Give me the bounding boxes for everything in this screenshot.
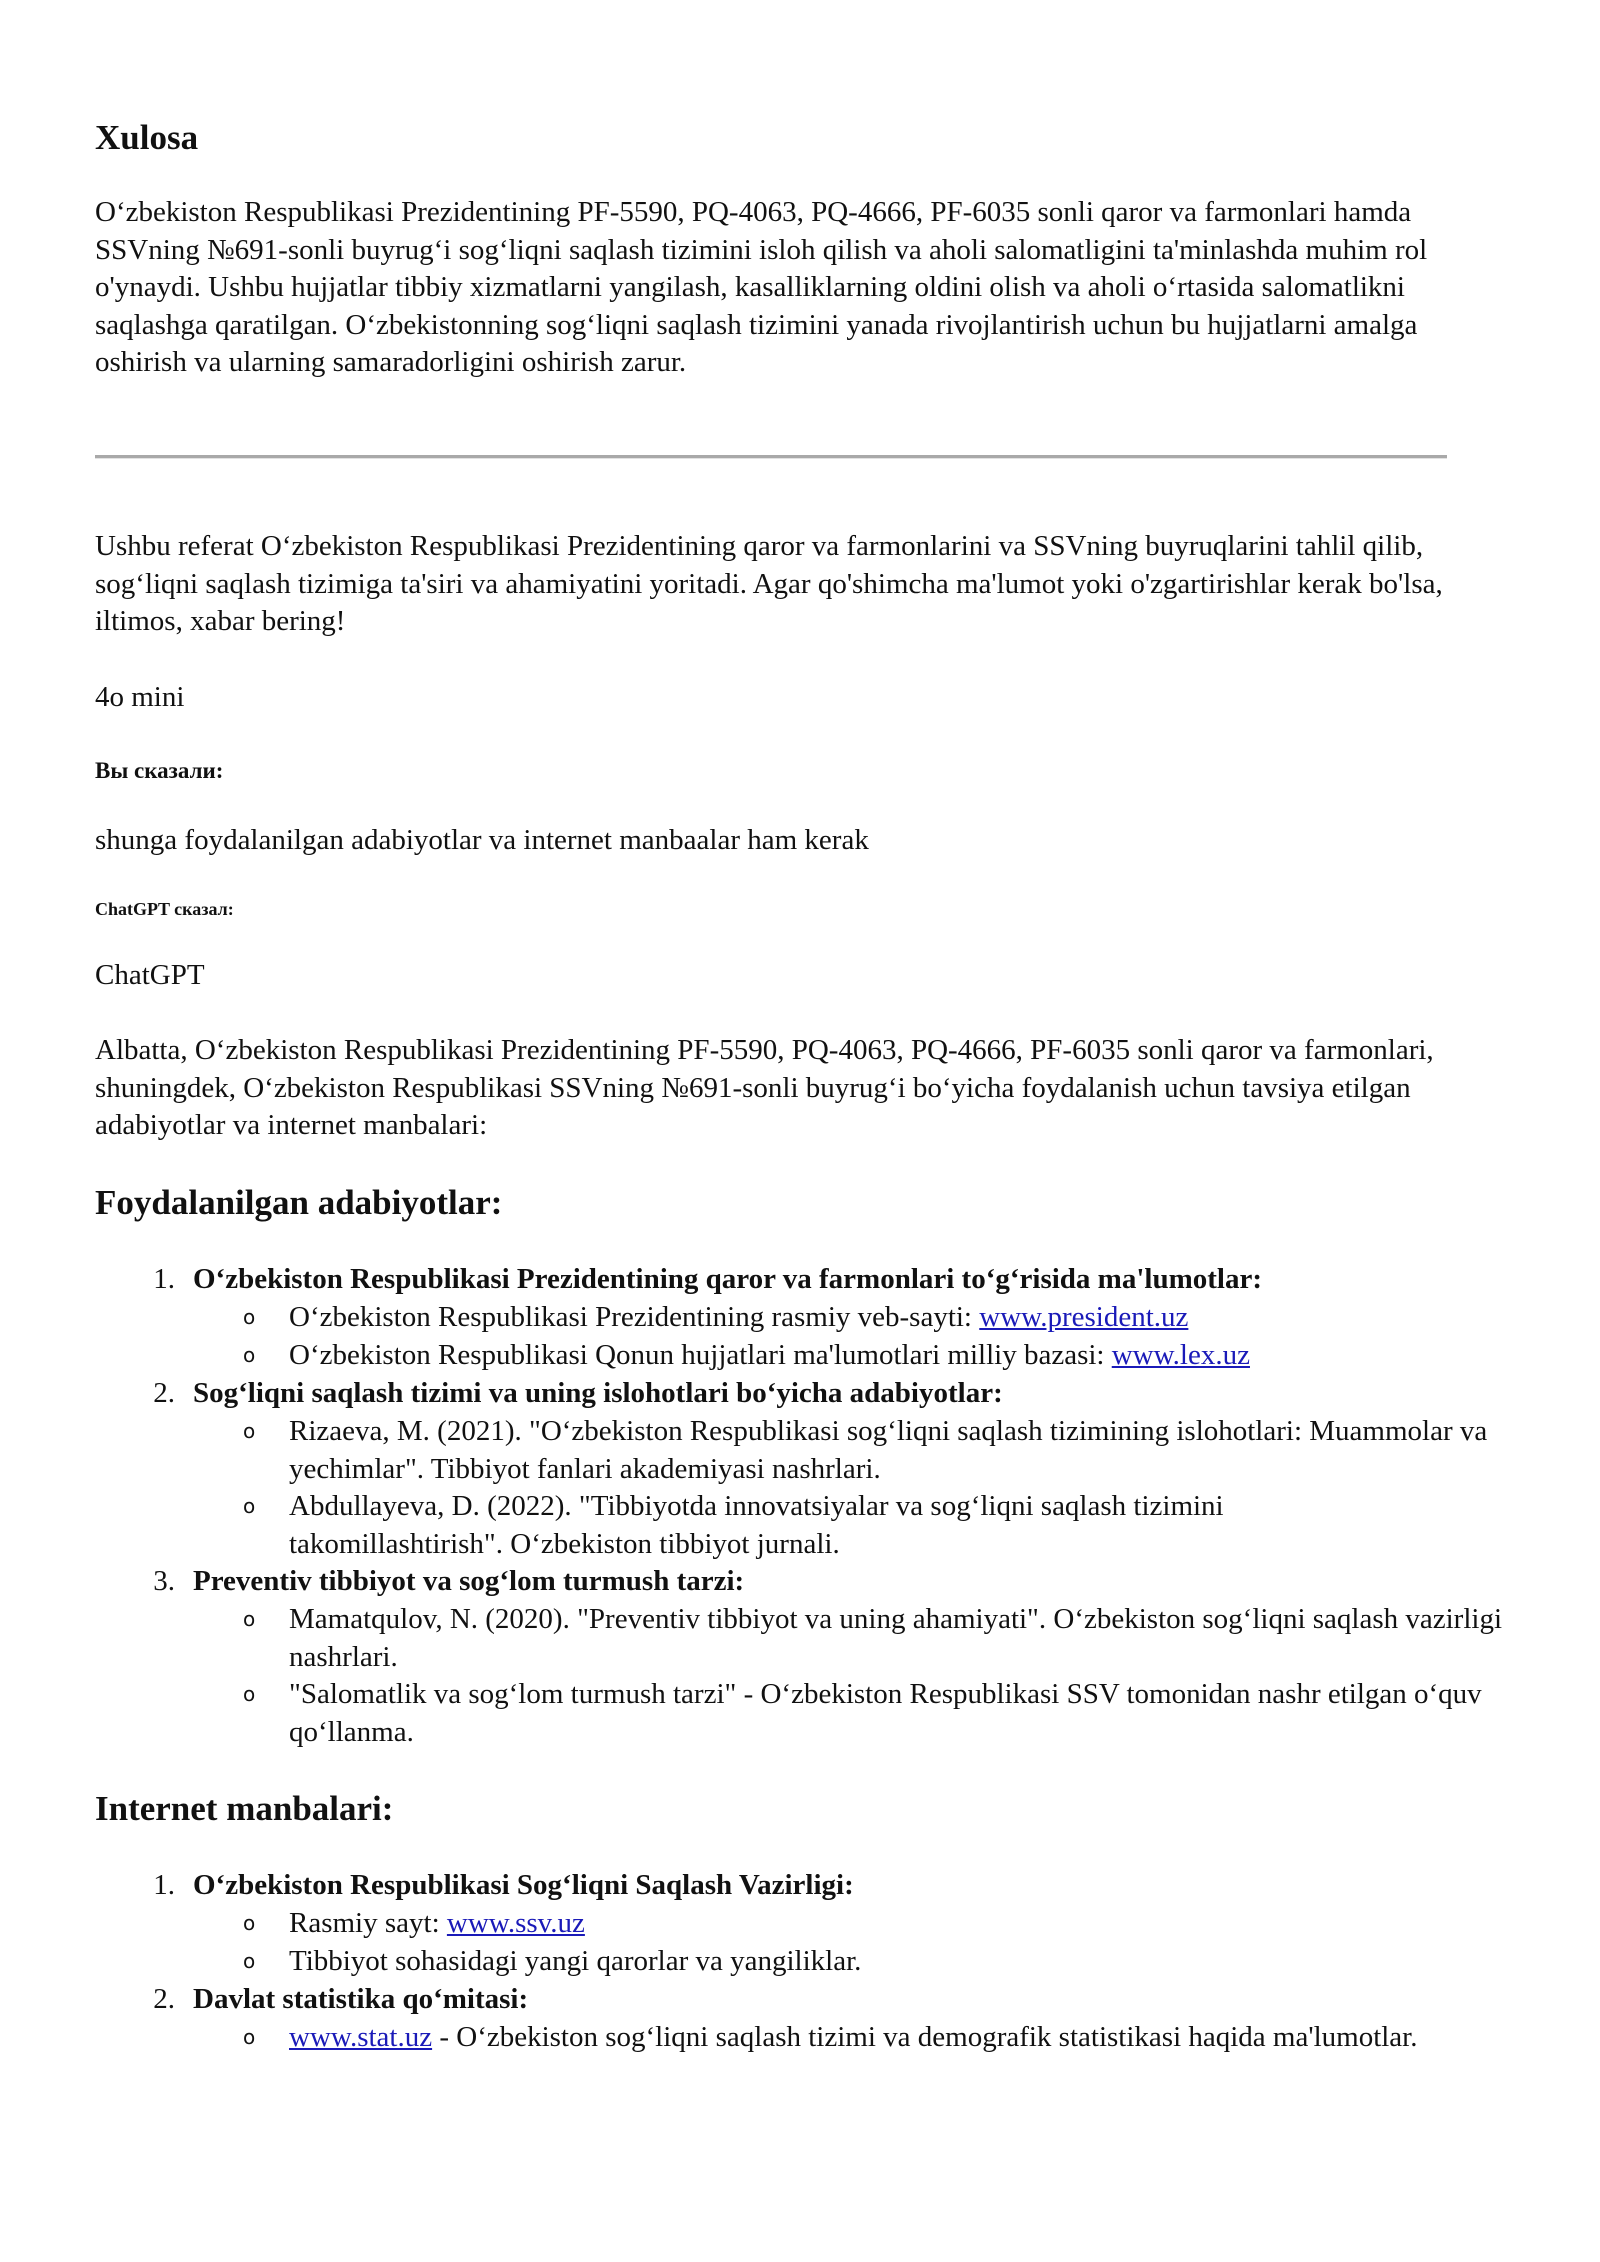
literature-sub-item: Rizaeva, M. (2021). "O‘zbekiston Respublikasi sog‘liqni saqlash tizimining islohotlari: Muammolar va yechimlar". Tibbiyot fanlari akademiyasi nashrlari. xyxy=(289,1415,1488,1485)
assistant-said-label: ChatGPT сказал: xyxy=(95,899,234,919)
bullet-icon: o xyxy=(243,1911,256,1935)
list-number: 1. xyxy=(153,1869,175,1901)
literature-heading: Foydalanilgan adabiyotlar: xyxy=(95,1183,503,1222)
lex-link[interactable]: www.lex.uz xyxy=(1111,1339,1250,1371)
sub-item-text: Rasmiy sayt: xyxy=(289,1907,447,1939)
literature-sub-item xyxy=(289,1299,1549,1337)
summary-paragraph: Ushbu referat O‘zbekiston Respublikasi Prezidentining qaror va farmonlarini va SSVning buyruqlarini tahlil qilib, sog‘liqni saqlash tizimiga ta'siri va ahamiyatini yoritadi. Agar qo'shimcha ma'lumot yoki o'zgartirishlar kerak bo'lsa, iltimos, xabar bering! xyxy=(95,530,1443,637)
list-number: 3. xyxy=(153,1565,175,1597)
internet-sub-item xyxy=(289,1905,1549,1943)
conclusion-paragraph: O‘zbekiston Respublikasi Prezidentining PF-5590, PQ-4063, PQ-4666, PF-6035 sonli qaror va farmonlari hamda SSVning №691-sonli buyrug‘i sog‘liqni saqlash tizimini isloh qilish va aholi salomatligini ta'minlashda muhim rol o'ynaydi. Ushbu hujjatlar tibbiy xizmatlarni yangilash, kasalliklarning oldini olish va aholi o‘rtasida salomatlikni saqlashga qaratilgan. O‘zbekistonning sog‘liqni saqlash tizimini yanada rivojlantirish uchun bu hujjatlarni amalga oshirish va ularning samaradorligini oshirish zarur. xyxy=(95,196,1428,378)
literature-sub-item: Abdullayeva, D. (2022). "Tibbiyotda innovatsiyalar va sog‘liqni saqlash tizimini takomillashtirish". O‘zbekiston tibbiyot jurnali. xyxy=(289,1490,1224,1560)
list-number: 1. xyxy=(153,1263,175,1295)
sub-item-text: O‘zbekiston Respublikasi Prezidentining rasmiy veb-sayti: xyxy=(289,1301,980,1333)
intro-paragraph: Albatta, O‘zbekiston Respublikasi Prezidentining PF-5590, PQ-4063, PQ-4666, PF-6035 sonli qaror va farmonlari, shuningdek, O‘zbekiston Respublikasi SSVning №691-sonli buyrug‘i bo‘yicha foydalanish uchun tavsiya etilgan adabiyotlar va internet manbalari: xyxy=(95,1034,1434,1141)
sub-item-text: O‘zbekiston Respublikasi Qonun hujjatlari ma'lumotlari milliy bazasi: xyxy=(289,1339,1112,1371)
bullet-icon: o xyxy=(243,1305,256,1329)
user-said-label: Вы сказали: xyxy=(95,758,224,783)
user-message: shunga foydalanilgan adabiyotlar va internet manbaalar ham kerak xyxy=(95,824,869,856)
assistant-name: ChatGPT xyxy=(95,959,205,991)
stat-link[interactable]: www.stat.uz xyxy=(289,2021,433,2053)
internet-heading: Internet manbalari: xyxy=(95,1789,394,1828)
conclusion-heading: Xulosa xyxy=(95,118,199,157)
internet-sub-item: Tibbiyot sohasidagi yangi qarorlar va yangiliklar. xyxy=(289,1945,862,1977)
literature-sub-item: Mamatqulov, N. (2020). "Preventiv tibbiyot va uning ahamiyati". O‘zbekiston sog‘liqni saqlash vazirligi nashrlari. xyxy=(289,1603,1503,1673)
literature-item-title: O‘zbekiston Respublikasi Prezidentining qaror va farmonlari to‘g‘risida ma'lumotlar: xyxy=(193,1263,1262,1295)
bullet-icon: o xyxy=(243,1343,256,1367)
literature-sub-item xyxy=(289,1337,1549,1375)
ssv-link[interactable]: www.ssv.uz xyxy=(446,1907,585,1939)
bullet-icon: o xyxy=(243,1494,256,1518)
list-number: 2. xyxy=(153,1377,175,1409)
internet-item-title: O‘zbekiston Respublikasi Sog‘liqni Saqlash Vazirligi: xyxy=(193,1869,854,1901)
literature-item-title: Sog‘liqni saqlash tizimi va uning islohotlari bo‘yicha adabiyotlar: xyxy=(193,1377,1003,1409)
literature-item-title: Preventiv tibbiyot va sog‘lom turmush tarzi: xyxy=(193,1565,745,1597)
bullet-icon: o xyxy=(243,1607,256,1631)
literature-sub-item: "Salomatlik va sog‘lom turmush tarzi" - O‘zbekiston Respublikasi SSV tomonidan nashr etilgan o‘quv qo‘llanma. xyxy=(289,1678,1482,1748)
bullet-icon: o xyxy=(243,1419,256,1443)
horizontal-divider xyxy=(95,455,1447,459)
president-link[interactable]: www.president.uz xyxy=(979,1301,1189,1333)
model-label: 4o mini xyxy=(95,681,185,713)
sub-item-text: - O‘zbekiston sog‘liqni saqlash tizimi va demografik statistikasi haqida ma'lumotlar. xyxy=(432,2021,1418,2053)
internet-item-title: Davlat statistika qo‘mitasi: xyxy=(193,1983,529,2015)
bullet-icon: o xyxy=(243,2025,256,2049)
bullet-icon: o xyxy=(243,1682,256,1706)
bullet-icon: o xyxy=(243,1949,256,1973)
list-number: 2. xyxy=(153,1983,175,2015)
internet-sub-item xyxy=(289,2019,1419,2057)
